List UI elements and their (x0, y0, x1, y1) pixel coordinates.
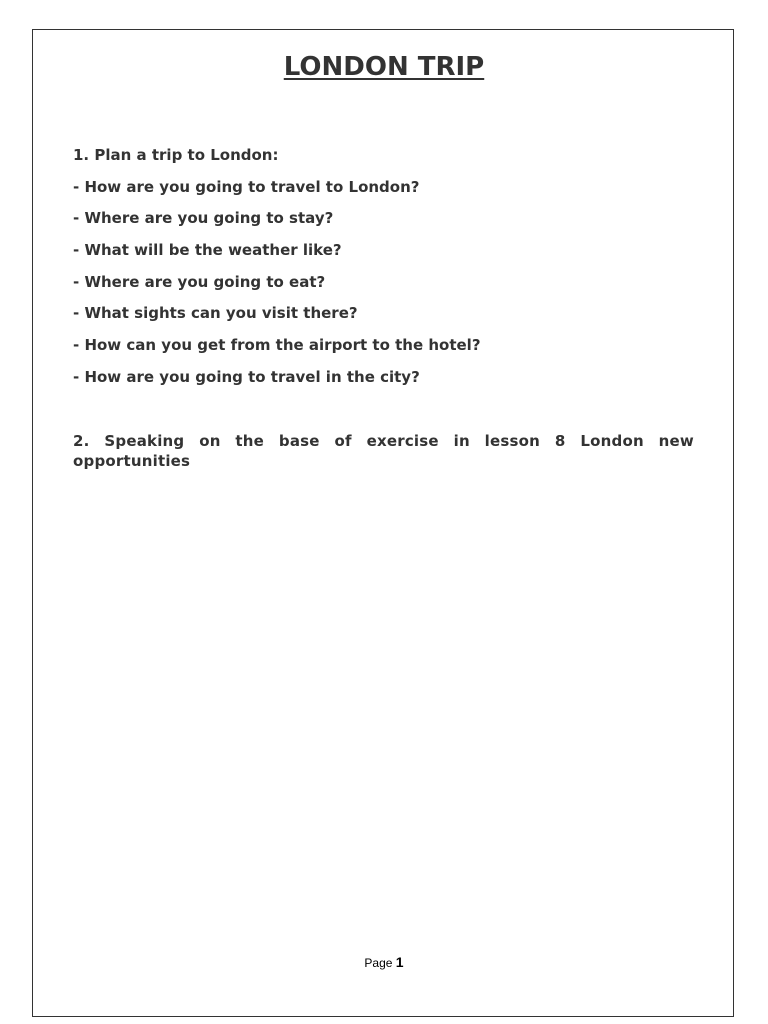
task-1-question: - Where are you going to stay? (73, 209, 334, 228)
page-label: Page (364, 956, 393, 970)
task-1-question: - How are you going to travel to London? (73, 177, 420, 196)
task-1-question: - Where are you going to eat? (73, 272, 326, 291)
task-2-paragraph: 2. Speaking on the base of exercise in lesson 8 London new opportunities (73, 432, 694, 470)
task-1-question: - How can you get from the airport to the hotel? (73, 336, 481, 355)
task-1-question: - How are you going to travel in the city? (73, 367, 420, 386)
document-title: LONDON TRIP (283, 52, 485, 82)
task-1-question: - What will be the weather like? (73, 241, 342, 260)
task-1-heading: 1. Plan a trip to London: (73, 146, 279, 164)
task-1-question: - What sights can you visit there? (73, 304, 358, 323)
page-footer (0, 953, 768, 972)
task-1-list (73, 145, 694, 399)
page-number: 1 (395, 954, 404, 970)
